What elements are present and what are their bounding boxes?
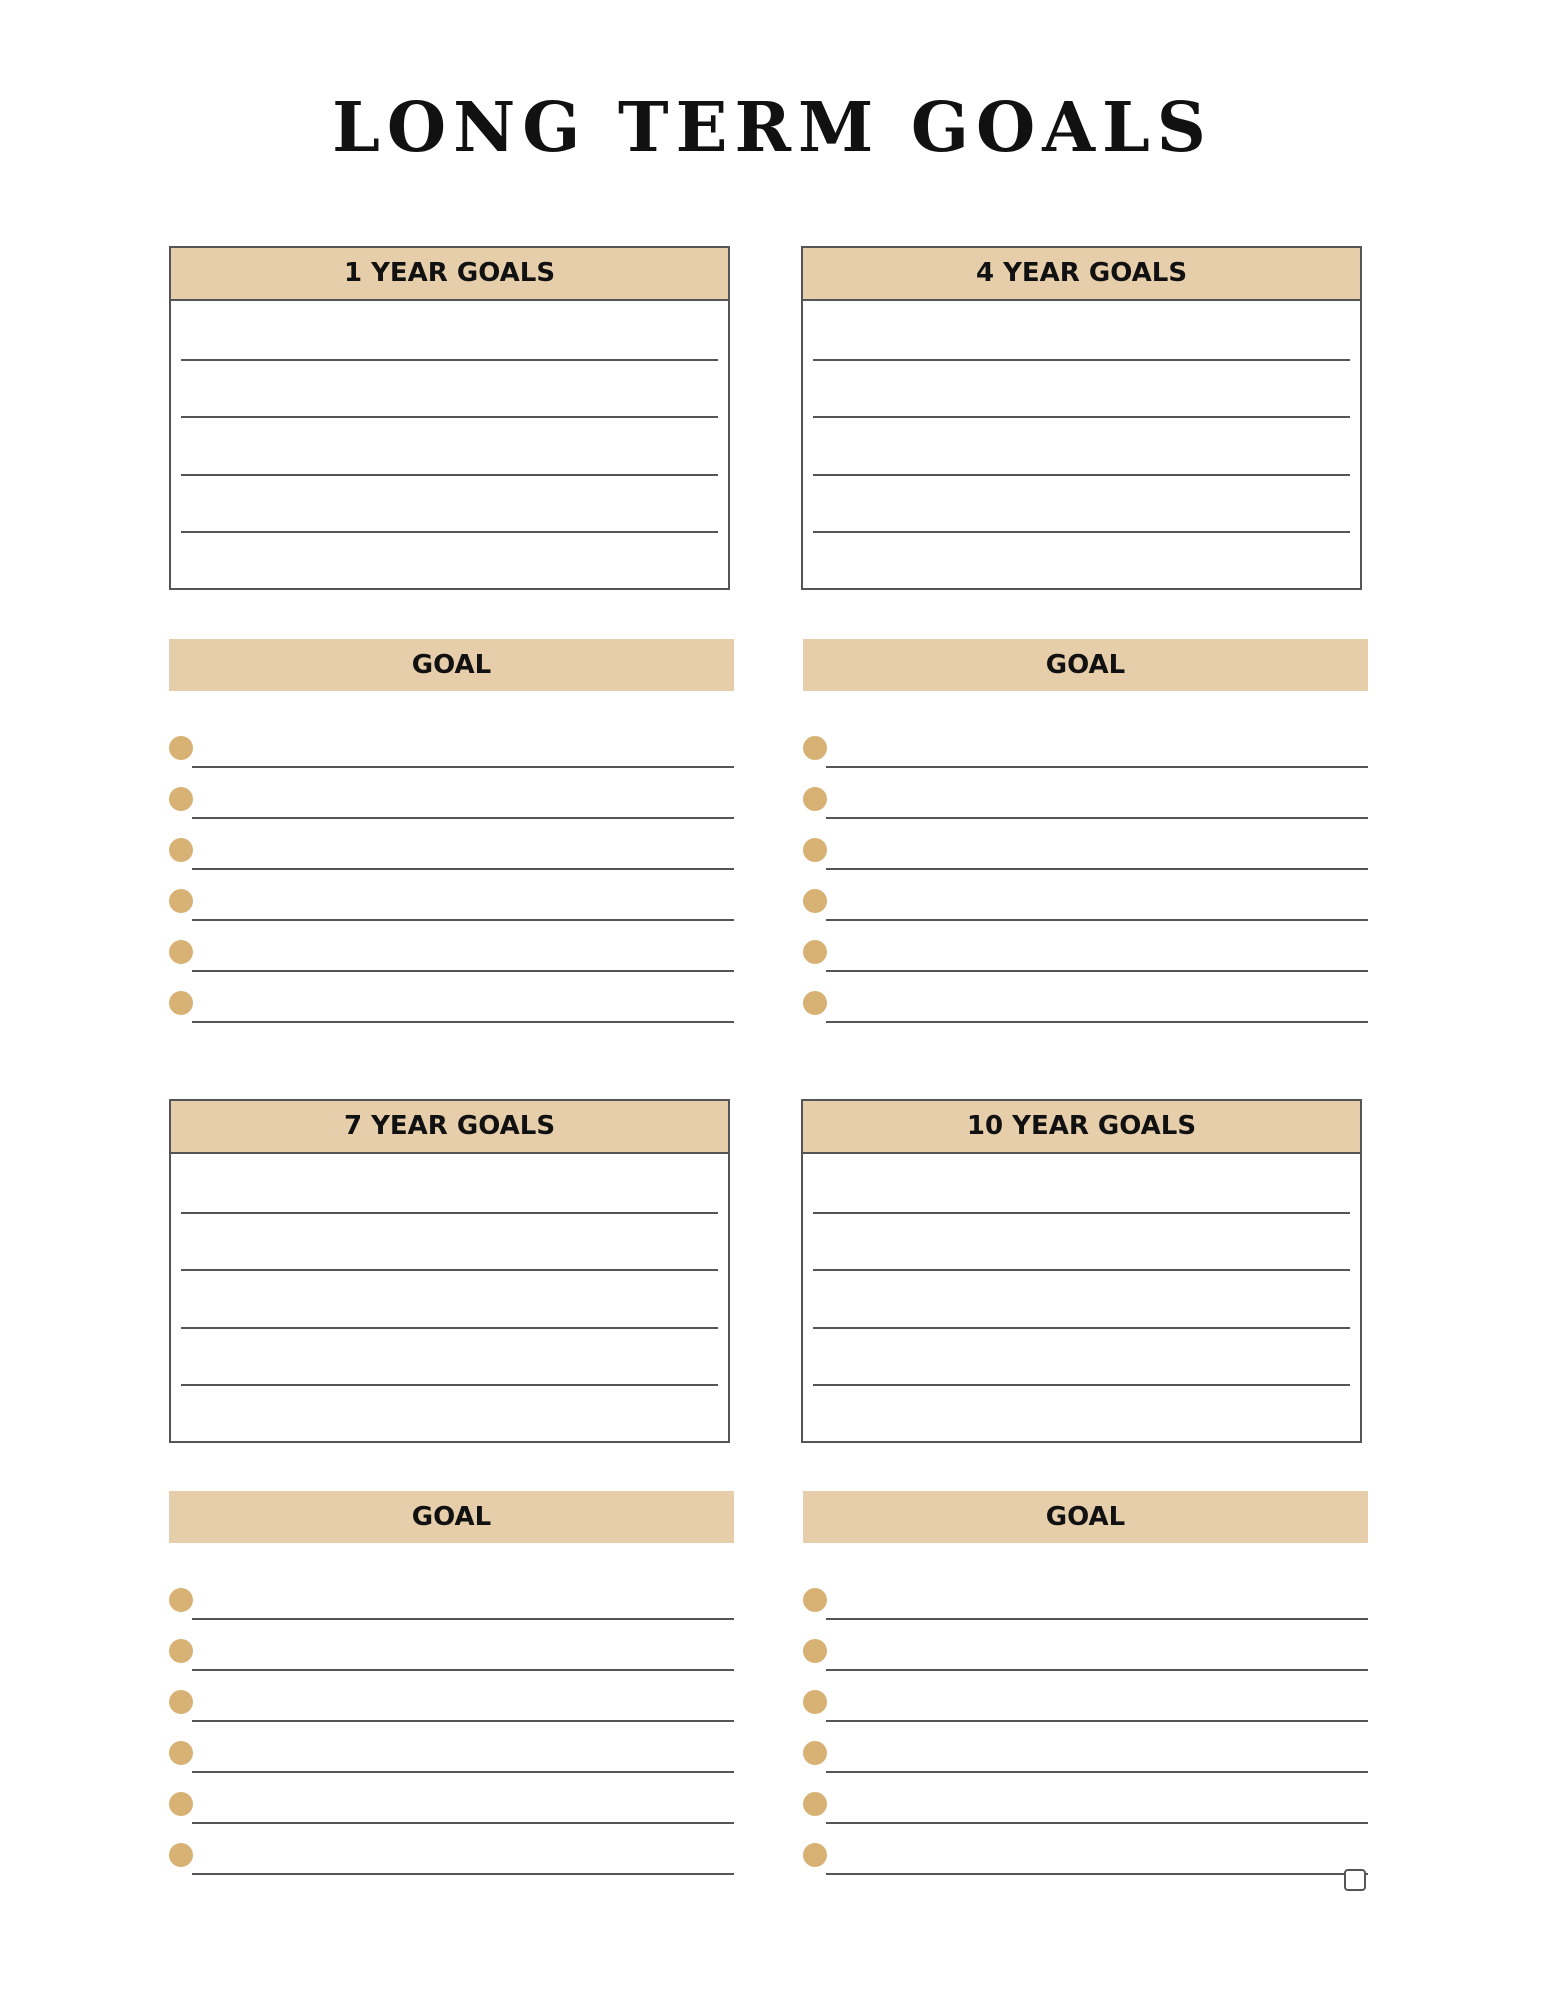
writing-line[interactable] — [813, 359, 1350, 361]
goal-row[interactable] — [169, 991, 734, 1031]
goal-row[interactable] — [803, 838, 1368, 878]
writing-line[interactable] — [181, 474, 718, 476]
writing-line[interactable] — [826, 919, 1368, 921]
goal-row[interactable] — [803, 736, 1368, 776]
bullet-dot-icon — [803, 940, 827, 964]
bullet-dot-icon — [169, 1690, 193, 1714]
year-goals-header: 7 YEAR GOALS — [171, 1101, 728, 1154]
goal-list — [803, 1588, 1368, 1888]
goal-header: GOAL — [169, 639, 734, 691]
goal-row[interactable] — [169, 736, 734, 776]
bullet-dot-icon — [169, 991, 193, 1015]
goal-row[interactable] — [169, 838, 734, 878]
goal-row[interactable] — [803, 940, 1368, 980]
checkbox[interactable] — [1344, 1869, 1366, 1891]
year-goals-header: 1 YEAR GOALS — [171, 248, 728, 301]
writing-line[interactable] — [813, 1212, 1350, 1214]
writing-line[interactable] — [813, 531, 1350, 533]
goal-row[interactable] — [169, 1843, 734, 1883]
writing-line[interactable] — [192, 766, 734, 768]
writing-line[interactable] — [192, 1669, 734, 1671]
goal-list — [169, 1588, 734, 1888]
writing-line[interactable] — [192, 970, 734, 972]
writing-line[interactable] — [181, 1384, 718, 1386]
goal-row[interactable] — [803, 889, 1368, 929]
writing-line[interactable] — [826, 1720, 1368, 1722]
bullet-dot-icon — [169, 889, 193, 913]
bullet-dot-icon — [803, 889, 827, 913]
writing-line[interactable] — [813, 1384, 1350, 1386]
writing-line[interactable] — [826, 1771, 1368, 1773]
goal-row[interactable] — [169, 889, 734, 929]
goal-row[interactable] — [803, 787, 1368, 827]
goal-row[interactable] — [169, 1639, 734, 1679]
bullet-dot-icon — [803, 1843, 827, 1867]
bullet-dot-icon — [803, 991, 827, 1015]
goal-row[interactable] — [803, 991, 1368, 1031]
bullet-dot-icon — [803, 1588, 827, 1612]
writing-line[interactable] — [826, 868, 1368, 870]
writing-line[interactable] — [813, 474, 1350, 476]
goal-row[interactable] — [169, 787, 734, 827]
writing-line[interactable] — [192, 1720, 734, 1722]
goal-row[interactable] — [803, 1741, 1368, 1781]
bullet-dot-icon — [169, 1792, 193, 1816]
year-goals-box-7 — [169, 1099, 730, 1443]
goal-list — [803, 736, 1368, 1036]
writing-line[interactable] — [813, 1269, 1350, 1271]
bullet-dot-icon — [803, 1741, 827, 1765]
goal-row[interactable] — [803, 1843, 1368, 1883]
bullet-dot-icon — [803, 1792, 827, 1816]
bullet-dot-icon — [803, 736, 827, 760]
goal-row[interactable] — [169, 1690, 734, 1730]
writing-line[interactable] — [826, 1822, 1368, 1824]
goal-row[interactable] — [803, 1690, 1368, 1730]
writing-line[interactable] — [192, 1873, 734, 1875]
writing-line[interactable] — [192, 817, 734, 819]
goal-list — [169, 736, 734, 1036]
writing-line[interactable] — [826, 1669, 1368, 1671]
page-title: LONG TERM GOALS — [332, 88, 1213, 168]
goal-row[interactable] — [803, 1588, 1368, 1628]
writing-line[interactable] — [826, 766, 1368, 768]
writing-line[interactable] — [813, 416, 1350, 418]
writing-line[interactable] — [826, 1618, 1368, 1620]
writing-line[interactable] — [192, 1822, 734, 1824]
writing-line[interactable] — [181, 359, 718, 361]
goal-header: GOAL — [803, 1491, 1368, 1543]
writing-line[interactable] — [192, 1618, 734, 1620]
goal-header: GOAL — [803, 639, 1368, 691]
bullet-dot-icon — [169, 1588, 193, 1612]
writing-line[interactable] — [181, 416, 718, 418]
bullet-dot-icon — [169, 736, 193, 760]
bullet-dot-icon — [803, 1690, 827, 1714]
bullet-dot-icon — [169, 1741, 193, 1765]
goal-row[interactable] — [169, 1588, 734, 1628]
writing-line[interactable] — [813, 1327, 1350, 1329]
bullet-dot-icon — [803, 1639, 827, 1663]
writing-line[interactable] — [181, 1212, 718, 1214]
year-goals-header: 4 YEAR GOALS — [803, 248, 1360, 301]
bullet-dot-icon — [169, 1843, 193, 1867]
writing-line[interactable] — [826, 970, 1368, 972]
bullet-dot-icon — [169, 838, 193, 862]
year-goals-box-1 — [169, 246, 730, 590]
writing-line[interactable] — [192, 919, 734, 921]
year-goals-header: 10 YEAR GOALS — [803, 1101, 1360, 1154]
goal-row[interactable] — [169, 940, 734, 980]
writing-line[interactable] — [181, 1269, 718, 1271]
writing-line[interactable] — [826, 1021, 1368, 1023]
writing-line[interactable] — [192, 868, 734, 870]
year-goals-box-4 — [801, 246, 1362, 590]
writing-line[interactable] — [826, 817, 1368, 819]
bullet-dot-icon — [169, 787, 193, 811]
bullet-dot-icon — [169, 1639, 193, 1663]
writing-line[interactable] — [192, 1021, 734, 1023]
goal-header: GOAL — [169, 1491, 734, 1543]
writing-line[interactable] — [181, 1327, 718, 1329]
bullet-dot-icon — [803, 838, 827, 862]
year-goals-box-10 — [801, 1099, 1362, 1443]
goal-row[interactable] — [803, 1792, 1368, 1832]
goal-row[interactable] — [169, 1741, 734, 1781]
goal-row[interactable] — [803, 1639, 1368, 1679]
bullet-dot-icon — [803, 787, 827, 811]
bullet-dot-icon — [169, 940, 193, 964]
writing-line[interactable] — [826, 1873, 1368, 1875]
writing-line[interactable] — [181, 531, 718, 533]
writing-line[interactable] — [192, 1771, 734, 1773]
goal-row[interactable] — [169, 1792, 734, 1832]
